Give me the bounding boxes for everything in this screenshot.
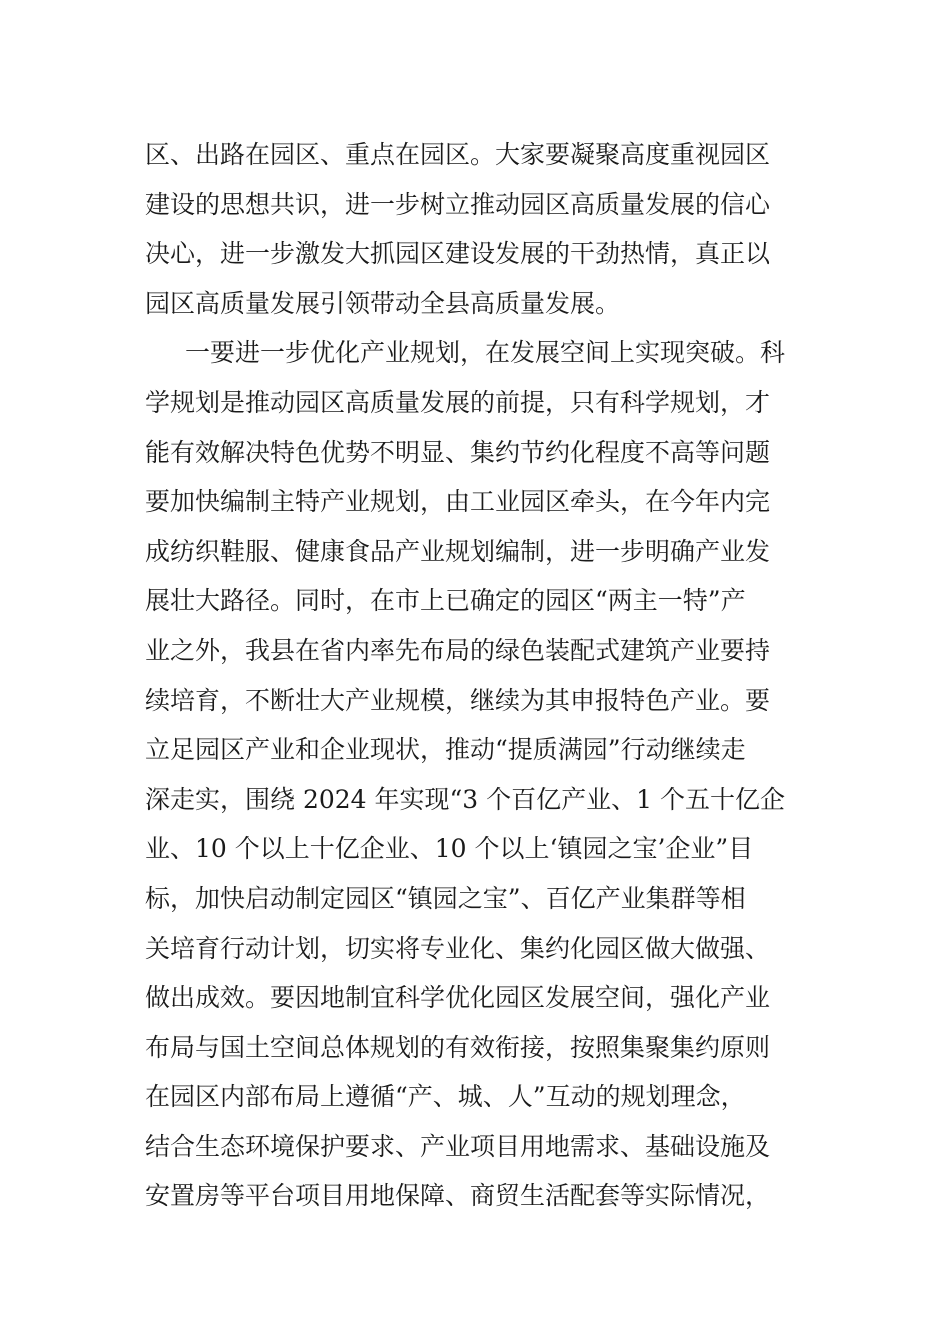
text-line: 布局与国土空间总体规划的有效衔接，按照集聚集约原则 <box>145 1032 771 1062</box>
text-line: 在园区内部布局上遵循“产、城、人”互动的规划理念， <box>145 1082 746 1112</box>
paragraph-first-line: 一要进一步优化产业规划，在发展空间上实现突破。科 <box>185 338 786 368</box>
text-line: 决心，进一步激发大抓园区建设发展的干劲热情，真正以 <box>145 239 771 269</box>
text-line: 立足园区产业和企业现状，推动“提质满园”行动继续走 <box>145 735 746 765</box>
text-line: 学规划是推动园区高质量发展的前提，只有科学规划，才 <box>145 387 771 417</box>
text-line: 结合生态环境保护要求、产业项目用地需求、基础设施及 <box>145 1131 771 1161</box>
text-line: 关培育行动计划，切实将专业化、集约化园区做大做强、 <box>145 933 771 963</box>
text-line: 成纺织鞋服、健康食品产业规划编制，进一步明确产业发 <box>145 536 771 566</box>
text-line: 续培育，不断壮大产业规模，继续为其申报特色产业。要 <box>145 685 771 715</box>
text-line: 要加快编制主特产业规划，由工业园区牵头，在今年内完 <box>145 487 771 517</box>
text-line: 标，加快启动制定园区“镇园之宝”、百亿产业集群等相 <box>145 883 746 913</box>
text-line: 业之外，我县在省内率先布局的绿色装配式建筑产业要持 <box>145 635 771 665</box>
text-line: 展壮大路径。同时，在市上已确定的园区“两主一特”产 <box>145 586 746 616</box>
text-line: 能有效解决特色优势不明显、集约节约化程度不高等问题 <box>145 437 771 467</box>
text-line: 园区高质量发展引领带动全县高质量发展。 <box>145 288 621 318</box>
text-line: 区、出路在园区、重点在园区。大家要凝聚高度重视园区 <box>145 140 771 169</box>
text-line: 深走实，围绕 2024 年实现“3 个百亿产业、1 个五十亿企 <box>145 784 786 814</box>
text-line: 建设的思想共识，进一步树立推动园区高质量发展的信心 <box>145 189 771 219</box>
text-line: 业、10 个以上十亿企业、10 个以上‘镇园之宝’企业”目 <box>145 834 754 864</box>
text-line: 做出成效。要因地制宜科学优化园区发展空间，强化产业 <box>145 983 771 1013</box>
body-text <box>145 130 815 1221</box>
text-line: 安置房等平台项目用地保障、商贸生活配套等实际情况， <box>145 1181 771 1211</box>
